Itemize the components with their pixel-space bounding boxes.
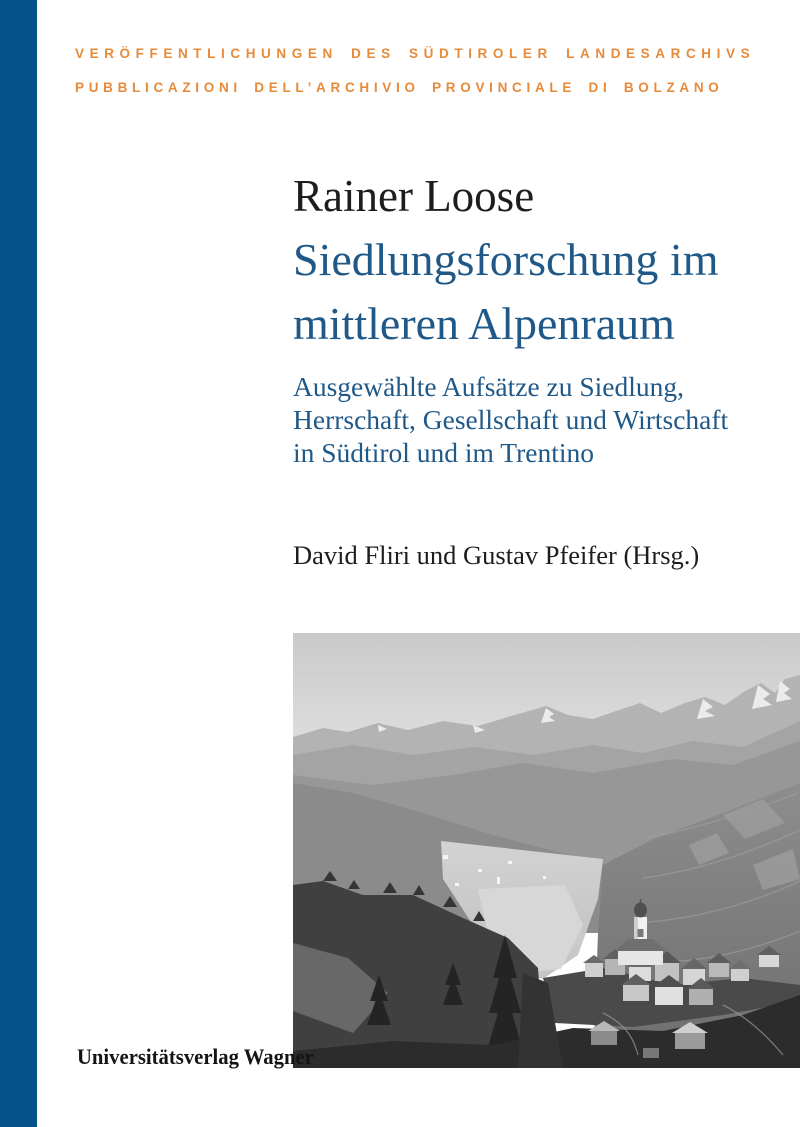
- series-title-italian: PUBBLICAZIONI DELL’ARCHIVIO PROVINCIALE DI BOLZANO: [75, 80, 724, 95]
- subtitle-line-1: Ausgewählte Aufsätze zu Siedlung,: [293, 371, 685, 402]
- book-subtitle: [293, 370, 728, 469]
- subtitle-line-2: Herrschaft, Gesellschaft und Wirtschaft: [293, 404, 729, 435]
- publisher-name: Universitätsverlag Wagner: [77, 1044, 314, 1069]
- spine-accent-bar: [0, 0, 37, 1127]
- book-title-line-2: mittleren Alpenraum: [293, 298, 675, 349]
- author-name: Rainer Loose: [293, 171, 535, 221]
- subtitle-line-3: in Südtirol und im Trentino: [293, 437, 595, 468]
- editors-line: David Fliri und Gustav Pfeifer (Hrsg.): [293, 540, 700, 570]
- series-title-german: VERÖFFENTLICHUNGEN DES SÜDTIROLER LANDESARCHIVS: [75, 46, 756, 61]
- series-header: [75, 46, 755, 95]
- book-title-line-1: Siedlungsforschung im: [293, 234, 719, 285]
- cover-photo: [293, 633, 800, 1068]
- book-title: [293, 228, 718, 356]
